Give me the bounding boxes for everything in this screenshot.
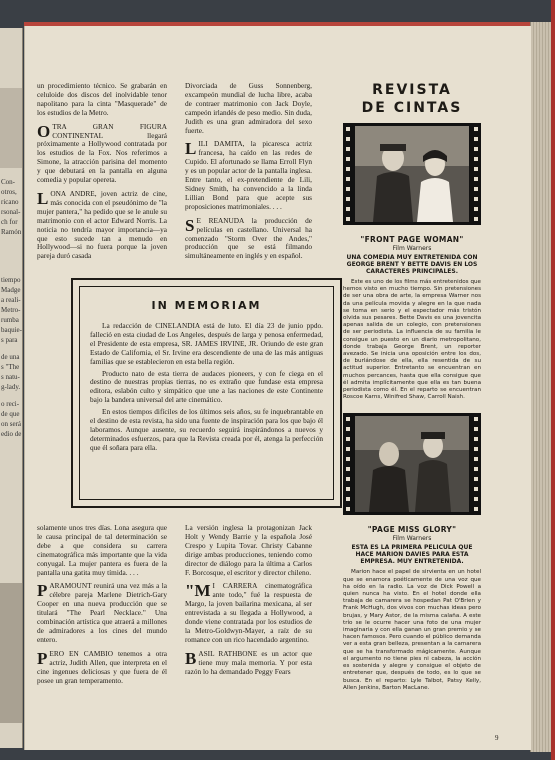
paragraph: En estos tiempos difíciles de los últimos seis años, su fe inquebrantable en el destino de esta revista, ha sido una fuente de inspiración para los que bajo él laboramos. Aunque ausente, su recuerdo seguirá inspirándonos a nuevos y determinados esfuerzos, para que la Revista creada por él, atenga la perfección que él soñara para ella. [90, 407, 323, 452]
left-page-text-fragment: s para [1, 336, 18, 344]
left-page-text-fragment: tiempo [1, 276, 21, 284]
drop-cap: L [37, 188, 49, 208]
section-title: REVISTA [372, 82, 452, 98]
film-perforation-right [471, 123, 481, 225]
paragraph: BASIL RATHBONE es un actor que tiene muy mala memoria. Y por esta razón lo ha demandado Peggy Fears [185, 648, 312, 676]
left-page-text-fragment: g-lady. [1, 383, 21, 391]
movie-photo [355, 416, 469, 512]
paragraph: Producto nato de esta tierra de audaces pioneers, y con fe ciega en el destino de nuestras propias tierras, no es extraño que fundase esta empresa editora, eslabón culto y simpático que une a las naciones de este Continente bajo la bandera universal del arte cinemático. [90, 368, 323, 405]
left-page-text-fragment: on será [1, 420, 22, 428]
left-page-text-fragment: edio de [1, 430, 22, 438]
drop-cap: B [185, 648, 197, 668]
left-page-text-fragment: Ramón [1, 228, 22, 236]
left-page-text-fragment: de que [1, 410, 20, 418]
memoriam-title: IN MEMORIAM [151, 299, 262, 312]
paragraph: "M I CARRERA cinematográfica ante todo," fué la respuesta de Margo, la joven bailarina mexicana, al ser entrevistada a su llegada a Hollywood, a donde viene contratada por los estudios de la Metro-Goldwyn-Mayer, a raíz de su romance con un rico hacendado argentino. [185, 581, 312, 644]
paragraph: PERO EN CAMBIO tenemos a otra actriz, Judith Allen, que interpreta en el cine ingenues deliciosas y que fuera de él posee un gran temperamento. [37, 648, 167, 685]
left-page-text-fragment: de una [1, 353, 20, 361]
column-2-bottom [185, 524, 312, 682]
left-page-text-fragment: otros, [1, 188, 17, 196]
review-body: Este es uno de los films más entretenidos que hemos visto en mucho tiempo. Sin pretensiones de ser una obra de arte, la empresa Warner nos da una película movida y alegre en la que nada se toma en serio y el espectador más tristón olvida sus pesares. Bette Davis es una jovencita apenas salida de un colegio, con pretensiones de ser periodista. La influencia de su familia le consigue un puesto en un diario metropolitano, donde trabaja George Brent, un reporter avezado. Se inicia una oposición entre los dos, de burlándose de ella, ella resentida de su actitud superior. Entretanto se encuentran en muchos percances, hasta que ella consigue que él admita implícitamente que ella es tan buena periodista como él. En el reparto se encuentran Roscoe Karns, Winifred Shaw, Carroll Naish. [343, 279, 481, 401]
film-still-front-page-woman [343, 123, 481, 225]
left-page-text-fragment: rumba [1, 316, 19, 324]
drop-cap: O [37, 121, 51, 141]
paragraph: La versión inglesa la protagonizan Jack Holt y Wendy Barrie y la española José Crespo y Lupita Tovar. Christy Cabanne dirige ambas producciones, teniendo como director de diálogo para la última a Carlos F. Borcosque, el escritor y director chileno. [185, 523, 312, 577]
left-page-text-fragment: ricano [1, 198, 19, 206]
in-memoriam-box [71, 278, 342, 508]
left-page-text-fragment: Madge [1, 286, 21, 294]
left-page-text-fragment: a reali- [1, 296, 21, 304]
left-page-text-fragment: baquie- [1, 326, 22, 334]
review-studio: Film Warners [392, 535, 432, 543]
left-page-text-fragment: o reci- [1, 400, 20, 408]
review-body: Marion hace el papel de sirvienta en un hotel que se enamora poéticamente de una voz que ha oído en la radio. La voz de Dick Powell a quien nunca ha visto. En el hotel donde ella trabaja de camarera se hospedan Pat O'Brien y Frank McHugh, dos vivos con muchas ideas pero brujas, y Mary Astor, de la misma calaña. A este trío se le ocurre hacer una foto de una mujer imaginaria y con ella ganan un gran premio y se hacen famosos. Pero cuando el público demanda ver a esta gran belleza, presentan a la camarera que se ha transformado mágicamente. Aunque el argumento no tiene pies ni cabeza, la acción es sostenida y alegre y consigue el objeto de entretener que, después de todo, es lo que se busca. En el reparto: Lyle Talbot, Patsy Kelly, Allen Jenkins, Barton MacLane. [343, 569, 481, 691]
review-studio: Film Warners [392, 245, 432, 252]
paragraph: LONA ANDRE, joven actriz de cine, más conocida con el pseudónimo de "la mujer pantera," ha pedido que se le anule su matrimonio con el actor Edward Norris. La noticia no tendría mayor importancia—ya que esto sucede tan a menudo en Hollywood—si no fuera porque la joven pareja duró casada [37, 188, 167, 261]
drop-cap: P [37, 648, 48, 668]
film-perforation-left [343, 413, 353, 515]
review-tagline: ESTA ES LA PRIMERA PELICULA QUE HACE MARION DAVIES PARA ESTA EMPRESA. MUY ENTRETENIDA. [351, 544, 473, 566]
left-page-edge [0, 28, 23, 748]
left-page-text-fragment: rsonal- [1, 208, 21, 216]
left-page-illustration [0, 88, 22, 168]
paragraph: Divorciada de Guss Sonnenberg, excampeón mundial de lucha libre, acaba de contraer matrimonio con Jack Doyle, campeón irlandés de peso medio. Sin duda, Judith es una gran admiradora del sexo fuerte. [185, 81, 312, 135]
left-page-text-fragment: Metro- [1, 306, 21, 314]
paragraph: LILI DAMITA, la picaresca actriz francesa, ha caído en las redes de Cupido. El afortunado se llama Erroll Flyn y es un popular actor de la pantalla inglesa. Entre tanto, el ex-pretendiente de Lili, Sidney Smith, ha convencido a la linda Lillian Bond para que acepte sus proposiciones matrimoniales. . . . [185, 139, 312, 211]
magazine-page [24, 26, 531, 750]
movie-photo [355, 126, 469, 222]
film-still-page-miss-glory [343, 413, 481, 515]
page-number: 9 [495, 734, 499, 742]
drop-cap: "M [185, 581, 211, 601]
column-1-top [37, 82, 167, 266]
paragraph: solamente unos tres días. Lona asegura que le causa principal de tal determinación se debe a que considera su carrera cinematográfica más importante que la vida conyugal. La mujer pantera es fuera de la pantalla una gatita muy tímida. . . . [37, 523, 167, 577]
left-page-photo [0, 583, 22, 723]
review-title: "PAGE MISS GLORY" [367, 525, 457, 535]
drop-cap: P [37, 581, 48, 601]
film-perforation-left [343, 123, 353, 225]
column-2-top [185, 82, 312, 266]
drop-cap: L [185, 139, 197, 159]
column-1-bottom [37, 524, 167, 690]
film-perforation-right [471, 413, 481, 515]
left-page-text-fragment: ch for [1, 218, 18, 226]
review-title: "FRONT PAGE WOMAN" [360, 235, 464, 244]
paragraph: un procedimiento técnico. Se grabarán en celuloide dos discos del inolvidable tenor napolitano para la cinta "Masquerade" de los estudios de la Metro. [37, 81, 167, 117]
section-title-2: DE CINTAS [361, 100, 463, 116]
left-page-text-fragment: s natu- [1, 373, 20, 381]
paragraph: La redacción de CINELANDIA está de luto. El día 23 de junio ppdo. falleció en esta ciudad de Los Angeles, después de larga y penosa enfermedad, el Presidente de esta empresa, SR. JAMES IRVINE, JR. Oriundo de este gran Estado de California, el Sr. Irvine era descendiente de una de las más antiguas familias que se establecieron en esta bella región. [90, 321, 323, 366]
revista-de-cintas-column [343, 81, 481, 692]
book-spine [551, 0, 555, 760]
left-page-text-fragment: s "The [1, 363, 20, 371]
paragraph: PARAMOUNT reunirá una vez más a la célebre pareja Marlene Dietrich-Gary Cooper en una nueva producción que se titulará "The Pearl Necklace." Una combinación artística que atraerá a millones de admiradores a los cines del mundo entero. [37, 581, 167, 644]
paragraph: OTRA GRAN FIGURA CONTINENTAL llegará próximamente a Hollywood contratada por los estudios de la Fox. Nos referimos a Simone, la atracción parisina del momento y que debutará en la pantalla en alguna comedia y popular opereta. [37, 121, 167, 185]
paragraph: S E REANUDA la producción de películas en castellano. Universal ha comenzado "Storm Over the Andes," producción que se está filmando simultáneamente en inglés y en español. [185, 215, 312, 261]
left-page-text-fragment: Con- [1, 178, 15, 186]
review-tagline: UNA COMEDIA MUY ENTRETENIDA CON GEORGE BRENT Y BETTE DAVIS EN LOS CARACTERES PRINCIPALES. [346, 254, 478, 275]
drop-cap: S [185, 215, 195, 235]
